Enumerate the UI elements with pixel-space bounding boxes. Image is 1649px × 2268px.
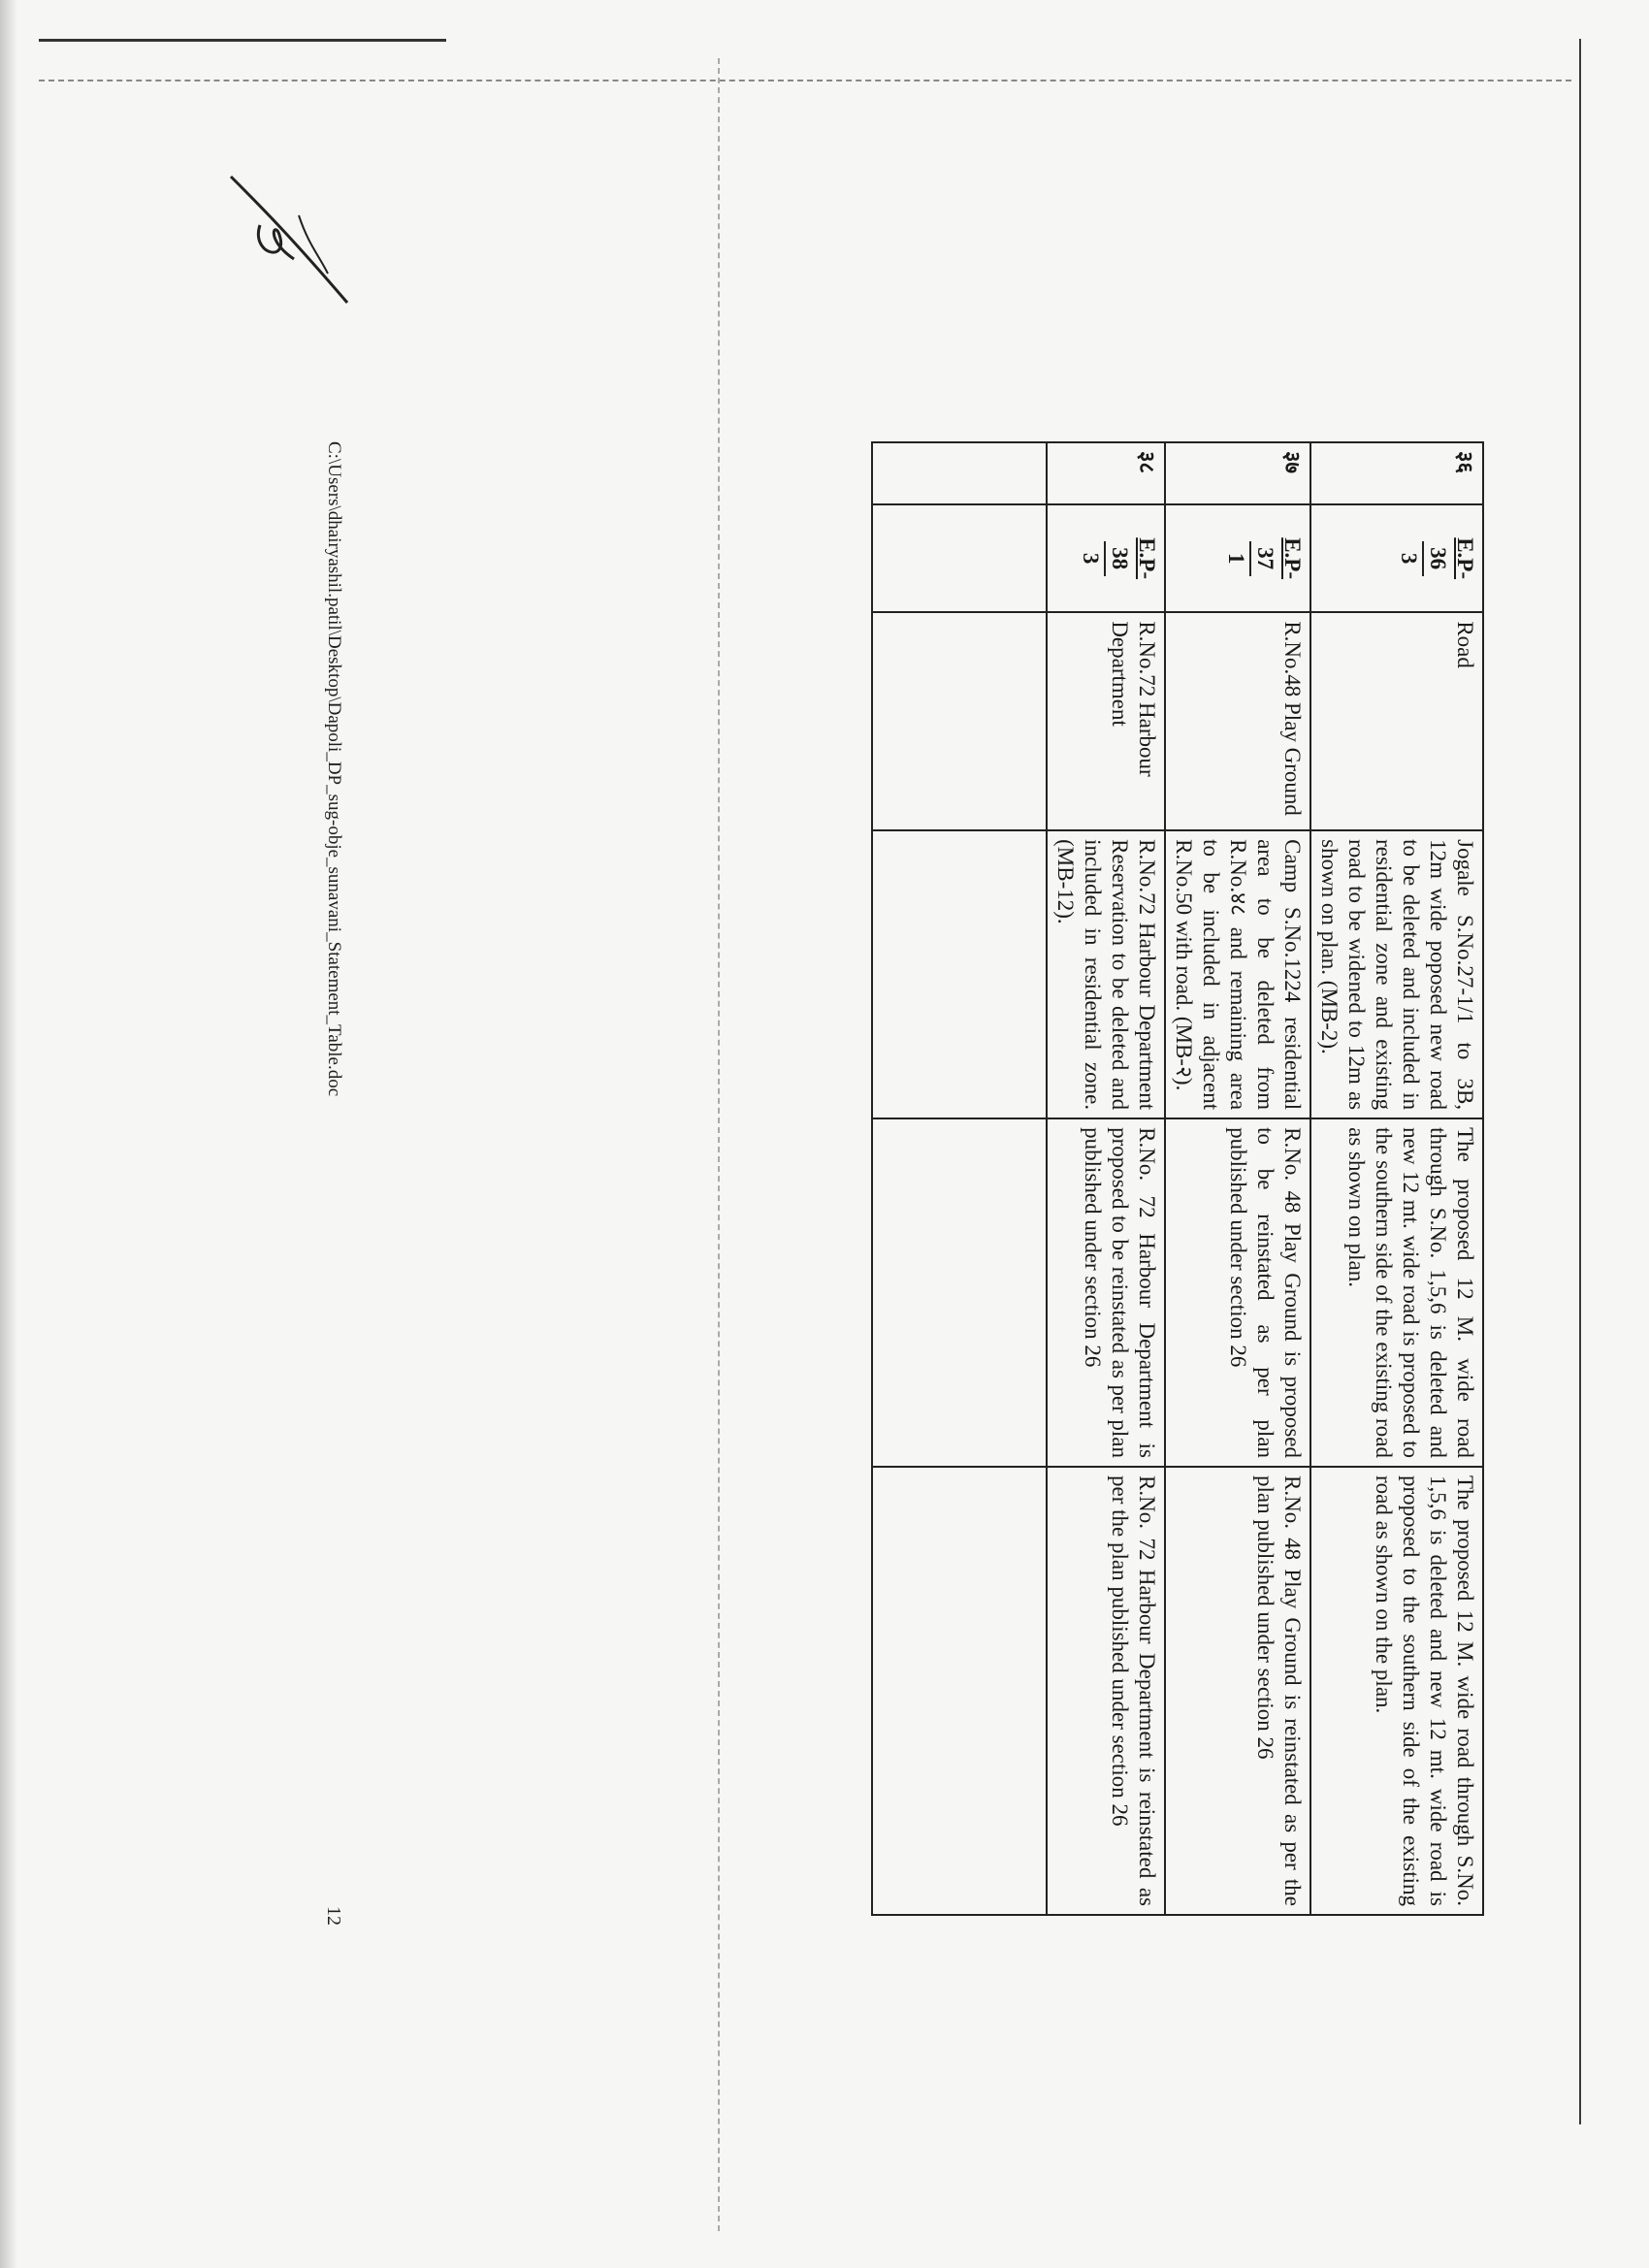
empty-cell	[872, 1467, 1047, 1915]
handwritten-signature	[221, 167, 367, 322]
empty-cell	[872, 442, 1047, 504]
table-row	[1047, 442, 1165, 1915]
ep-numerator: 38	[1104, 541, 1133, 576]
final-cell: R.No. 72 Harbour Department is reinstated as per the plan published under section 26	[1047, 1467, 1165, 1915]
top-rule	[39, 39, 446, 42]
serial-number: ३७	[1165, 442, 1310, 504]
serial-number: ३८	[1047, 442, 1165, 504]
empty-cell	[872, 504, 1047, 612]
plan-cell: The proposed 12 M. wide road through S.No. 1,5,6 is deleted and new 12 mt. wide road is proposed to the southern side of the existing road as shown on plan.	[1310, 1118, 1483, 1467]
table-row	[1310, 442, 1483, 1915]
table-row	[1165, 442, 1310, 1915]
serial-number: ३६	[1310, 442, 1483, 504]
ep-numerator: 37	[1249, 541, 1278, 576]
dashed-rule	[39, 80, 1571, 81]
plan-cell: R.No. 48 Play Ground is proposed to be reinstated as per plan published under section 26	[1165, 1118, 1310, 1467]
ep-number	[1165, 504, 1310, 612]
footer-file-path: C:\Users\dhairyashil.patil\Desktop\Dapoli_DP_sug-obje_sunavani_Statement_Table.doc	[324, 441, 344, 1097]
statement-table	[871, 441, 1484, 1916]
ep-label: E.P-	[1280, 537, 1305, 580]
empty-cell	[872, 1118, 1047, 1467]
final-cell: The proposed 12 M. wide road through S.No. 1,5,6 is deleted and new 12 mt. wide road is proposed to the southern side of the existing road as shown on the plan.	[1310, 1467, 1483, 1915]
empty-cell	[872, 612, 1047, 830]
page-number: 12	[323, 1906, 344, 1926]
ep-number	[1047, 504, 1165, 612]
site-cell: R.No.72 Harbour Department	[1047, 612, 1165, 830]
suggestion-cell: Camp S.No.1224 residential area to be deleted from R.No.४८ and remaining area to be included in adjacent R.No.50 with road. (MB-२).	[1165, 830, 1310, 1118]
ep-denominator: 1	[1224, 552, 1248, 565]
ep-numerator: 36	[1422, 541, 1451, 576]
empty-row	[872, 442, 1047, 1915]
page-shadow	[0, 0, 17, 2268]
ep-number	[1310, 504, 1483, 612]
suggestion-cell: Jogale S.No.27-1/1 to 3B, 12m wide poposed new road to be deleted and included in residential zone and existing road to be widened to 12m as shown on plan. (MB-2).	[1310, 830, 1483, 1118]
site-cell: Road	[1310, 612, 1483, 830]
page-edge	[1579, 39, 1581, 2124]
rotated-content	[301, 441, 1484, 2013]
plan-cell: R.No. 72 Harbour Department is proposed to be reinstated as per plan published under section 26	[1047, 1118, 1165, 1467]
ep-denominator: 3	[1397, 552, 1421, 565]
empty-cell	[872, 830, 1047, 1118]
ep-denominator: 3	[1079, 552, 1103, 565]
ep-label: E.P-	[1135, 537, 1159, 580]
final-cell: R.No. 48 Play Ground is reinstated as per the plan published under section 26	[1165, 1467, 1310, 1915]
ep-label: E.P-	[1453, 537, 1477, 580]
suggestion-cell: R.No.72 Harbour Department Reservation to be deleted and included in residential zone. (MB-12).	[1047, 830, 1165, 1118]
site-cell: R.No.48 Play Ground	[1165, 612, 1310, 830]
